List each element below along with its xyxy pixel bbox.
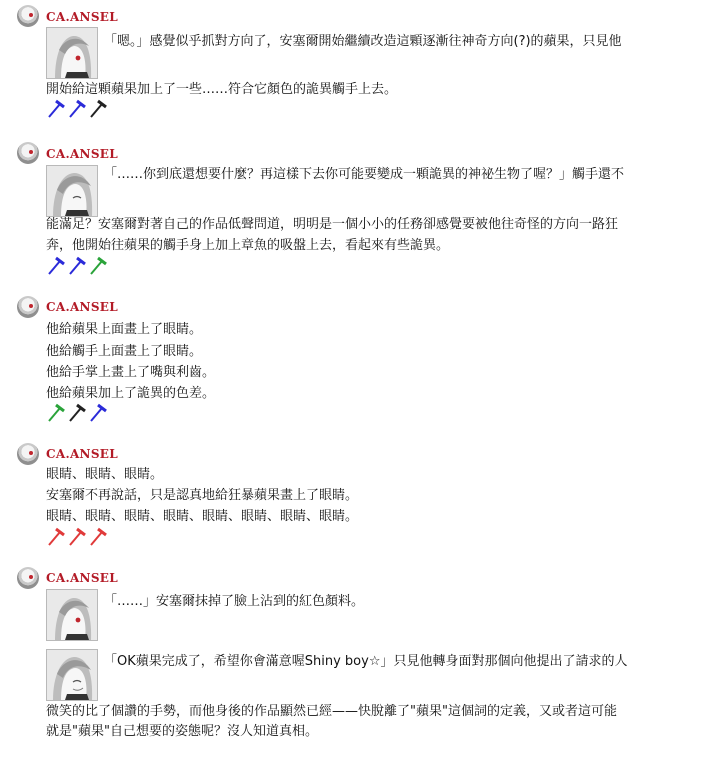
message-line: 他給蘋果上面畫上了眼睛。 xyxy=(46,322,203,337)
message-line: 微笑的比了個讚的手勢，而他身後的作品顯然已經——快脫離了"蘋果"這個詞的定義，又或者這可能 xyxy=(46,704,617,719)
character-portrait xyxy=(46,27,98,79)
message-line: 他給觸手上面畫上了眼睛。 xyxy=(46,344,203,359)
pin-icon xyxy=(91,101,106,117)
pin-icon xyxy=(70,258,85,274)
pin-icon xyxy=(49,529,64,545)
message-line: 「OK蘋果完成了，希望你會滿意喔Shiny boy☆」只見他轉身面對那個向他提出了請求的人 xyxy=(104,654,628,669)
message-line: 眼睛、眼睛、眼睛。 xyxy=(46,467,164,482)
pin-icon xyxy=(70,405,85,421)
message-line: 開始給這顆蘋果加上了一些……符合它顏色的詭異觸手上去。 xyxy=(46,82,398,97)
author-avatar[interactable] xyxy=(17,5,39,27)
message-line: 安塞爾不再說話，只是認真地給狂暴蘋果畫上了眼睛。 xyxy=(46,488,359,503)
message-line: 「……」安塞爾抹掉了臉上沾到的紅色顏料。 xyxy=(104,594,365,609)
pin-icon xyxy=(49,258,64,274)
author-avatar[interactable] xyxy=(17,296,39,318)
character-portrait xyxy=(46,165,98,217)
author-avatar[interactable] xyxy=(17,443,39,465)
message-line: 奔，他開始往蘋果的觸手身上加上章魚的吸盤上去，看起來有些詭異。 xyxy=(46,238,450,253)
pin-icon xyxy=(91,405,106,421)
message-line: 就是"蘋果"自己想要的姿態呢？沒人知道真相。 xyxy=(46,724,318,739)
message-line: 他給蘋果加上了詭異的色差。 xyxy=(46,386,216,401)
author-name[interactable]: CA.ANSEL xyxy=(46,571,118,585)
author-name[interactable]: CA.ANSEL xyxy=(46,147,118,161)
pin-icon xyxy=(91,529,106,545)
author-avatar[interactable] xyxy=(17,142,39,164)
author-name[interactable]: CA.ANSEL xyxy=(46,10,118,24)
message-line: 「嗯。」感覺似乎抓對方向了，安塞爾開始繼續改造這顆逐漸往神奇方向(?)的蘋果，只見他 xyxy=(104,34,622,49)
message-line: 他給手掌上畫上了嘴與利齒。 xyxy=(46,365,216,380)
pin-icon xyxy=(70,101,85,117)
pin-icon xyxy=(91,258,106,274)
reaction-pins xyxy=(46,527,110,547)
reaction-pins xyxy=(46,256,110,276)
author-name[interactable]: CA.ANSEL xyxy=(46,447,118,461)
character-portrait xyxy=(46,589,98,641)
author-avatar[interactable] xyxy=(17,567,39,589)
reaction-pins xyxy=(46,403,110,423)
message-line: 「……你到底還想要什麼？再這樣下去你可能要變成一顆詭異的神祕生物了喔？」觸手還不 xyxy=(104,167,625,182)
reaction-pins xyxy=(46,99,110,119)
message-line: 能滿足？安塞爾對著自己的作品低聲問道，明明是一個小小的任務卻感覺要被他往奇怪的方向一路狂 xyxy=(46,217,619,232)
pin-icon xyxy=(49,101,64,117)
character-portrait xyxy=(46,649,98,701)
author-name[interactable]: CA.ANSEL xyxy=(46,300,118,314)
message-line: 眼睛、眼睛、眼睛、眼睛、眼睛、眼睛、眼睛、眼睛。 xyxy=(46,509,359,524)
pin-icon xyxy=(49,405,64,421)
pin-icon xyxy=(70,529,85,545)
